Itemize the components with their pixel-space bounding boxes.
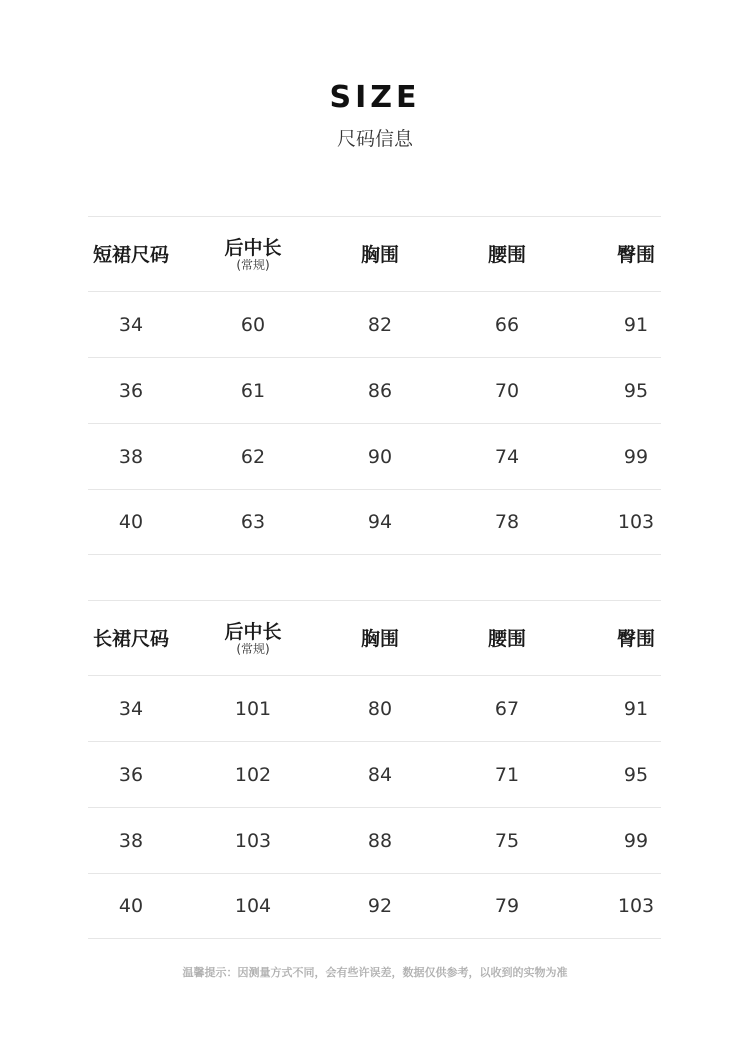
table-cell — [467, 424, 547, 489]
column-header — [91, 217, 171, 291]
column-header-label: 胸围 — [360, 628, 399, 650]
cell-value: 66 — [494, 313, 520, 336]
cell-value: 103 — [617, 511, 655, 533]
cell-value: 70 — [494, 379, 520, 402]
table-cell — [91, 742, 171, 807]
table-cell — [213, 808, 293, 873]
column-header-label: 臀围 — [616, 628, 655, 650]
table-cell — [596, 292, 676, 357]
table-cell — [213, 292, 293, 357]
cell-value: 101 — [234, 697, 272, 720]
table-cell — [91, 358, 171, 423]
cell-value: 61 — [240, 379, 266, 402]
table-header-row — [88, 216, 661, 291]
cell-value: 88 — [367, 829, 393, 852]
column-header-label: 短裙尺码 — [92, 244, 169, 266]
column-header-label: 胸围 — [360, 244, 399, 266]
cell-value: 95 — [623, 763, 649, 786]
cell-value: 78 — [494, 511, 520, 533]
table-cell — [340, 676, 420, 741]
cell-value: 67 — [494, 697, 520, 720]
column-header-note: (常规) — [236, 642, 270, 656]
column-header-label: 腰围 — [487, 628, 526, 650]
cell-value: 91 — [623, 697, 649, 720]
column-header-label: 腰围 — [487, 244, 526, 266]
table-header-row — [88, 600, 661, 675]
column-header — [91, 601, 171, 675]
table-cell — [467, 358, 547, 423]
column-header — [340, 217, 420, 291]
page-subtitle: 尺码信息 — [336, 128, 413, 150]
table-cell — [596, 874, 676, 938]
cell-value: 36 — [118, 763, 144, 786]
column-header — [340, 601, 420, 675]
cell-value: 103 — [617, 895, 655, 917]
cell-value: 91 — [623, 313, 649, 336]
table-cell — [467, 490, 547, 554]
table-cell — [340, 742, 420, 807]
cell-value: 99 — [623, 445, 649, 468]
table-cell — [340, 808, 420, 873]
page-title: SIZE — [329, 80, 421, 115]
cell-value: 71 — [494, 763, 520, 786]
cell-value: 103 — [234, 829, 272, 852]
table-cell — [340, 424, 420, 489]
cell-value: 99 — [623, 829, 649, 852]
cell-value: 92 — [367, 895, 393, 917]
cell-value: 79 — [494, 895, 520, 917]
column-header — [467, 217, 547, 291]
cell-value: 40 — [118, 511, 144, 533]
table-row — [88, 291, 661, 357]
table-cell — [213, 424, 293, 489]
table-cell — [91, 874, 171, 938]
cell-value: 102 — [234, 763, 272, 786]
cell-value: 74 — [494, 445, 520, 468]
table-row — [88, 423, 661, 489]
table-cell — [91, 676, 171, 741]
column-header-label: 后中长 — [224, 621, 282, 643]
cell-value: 62 — [240, 445, 266, 468]
cell-value: 34 — [118, 697, 144, 720]
table-row — [88, 675, 661, 741]
table-row — [88, 807, 661, 873]
short-skirt-size-table — [88, 216, 661, 555]
cell-value: 90 — [367, 445, 393, 468]
table-cell — [596, 676, 676, 741]
table-cell — [340, 490, 420, 554]
column-header — [596, 601, 676, 675]
cell-value: 86 — [367, 379, 393, 402]
table-cell — [467, 808, 547, 873]
table-cell — [467, 742, 547, 807]
cell-value: 95 — [623, 379, 649, 402]
table-cell — [467, 292, 547, 357]
table-cell — [213, 742, 293, 807]
table-cell — [213, 874, 293, 938]
column-header — [213, 601, 293, 675]
cell-value: 84 — [367, 763, 393, 786]
table-cell — [213, 358, 293, 423]
cell-value: 34 — [118, 313, 144, 336]
table-row — [88, 489, 661, 555]
table-cell — [596, 742, 676, 807]
table-cell — [91, 292, 171, 357]
cell-value: 36 — [118, 379, 144, 402]
cell-value: 104 — [234, 895, 272, 917]
table-cell — [91, 808, 171, 873]
column-header-label: 长裙尺码 — [92, 628, 169, 650]
cell-value: 60 — [240, 313, 266, 336]
table-cell — [596, 808, 676, 873]
cell-value: 94 — [367, 511, 393, 533]
table-cell — [596, 490, 676, 554]
cell-value: 75 — [494, 829, 520, 852]
table-cell — [467, 874, 547, 938]
table-cell — [91, 490, 171, 554]
cell-value: 40 — [118, 895, 144, 917]
cell-value: 82 — [367, 313, 393, 336]
cell-value: 38 — [118, 445, 144, 468]
column-header — [213, 217, 293, 291]
table-row — [88, 357, 661, 423]
cell-value: 80 — [367, 697, 393, 720]
cell-value: 63 — [240, 511, 266, 533]
table-cell — [340, 292, 420, 357]
long-skirt-size-table — [88, 600, 661, 939]
table-cell — [213, 676, 293, 741]
table-cell — [596, 424, 676, 489]
column-header — [596, 217, 676, 291]
measurement-note: 温馨提示：因测量方式不同，会有些许误差，数据仅供参考，以收到的实物为准 — [182, 966, 568, 979]
table-cell — [340, 358, 420, 423]
table-cell — [91, 424, 171, 489]
table-cell — [340, 874, 420, 938]
column-header — [467, 601, 547, 675]
table-cell — [596, 358, 676, 423]
column-header-label: 臀围 — [616, 244, 655, 266]
table-cell — [467, 676, 547, 741]
cell-value: 38 — [118, 829, 144, 852]
table-cell — [213, 490, 293, 554]
column-header-note: (常规) — [236, 258, 270, 272]
column-header-label: 后中长 — [224, 237, 282, 259]
table-row — [88, 741, 661, 807]
table-row — [88, 873, 661, 939]
